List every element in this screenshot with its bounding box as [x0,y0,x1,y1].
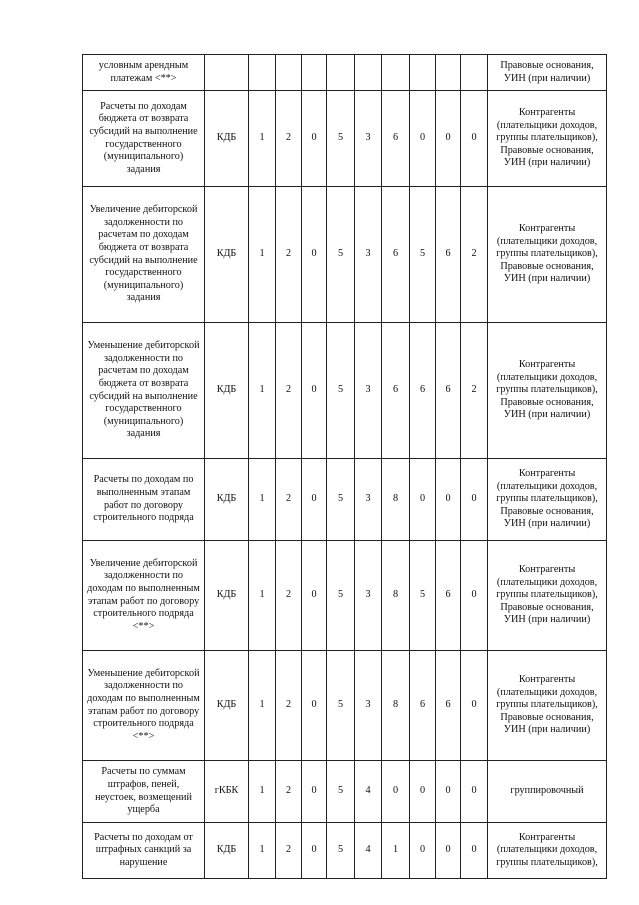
code-type-cell: гКБК [205,761,249,823]
account-digit-cell: 3 [355,541,382,651]
table-row [83,761,607,823]
account-digit-cell: 1 [249,761,276,823]
account-digit-cell: 0 [302,541,327,651]
table-row [83,55,607,91]
account-digit-cell: 0 [461,823,488,879]
account-digit-cell: 8 [382,541,410,651]
account-digit-cell: 3 [355,323,382,459]
account-digit-cell: 8 [382,459,410,541]
account-digit-cell: 6 [436,187,461,323]
accounts-table [82,54,607,879]
account-digit-cell: 2 [461,323,488,459]
account-name-cell: Увеличение дебиторской задолженности по расчетам по доходам бюджета от возврата субсидий на выполнение государственного (муниципального) задания [83,187,205,323]
account-digit-cell: 3 [355,459,382,541]
account-digit-cell: 5 [327,459,355,541]
account-digit-cell [355,55,382,91]
analytics-cell: Контрагенты (плательщики доходов, группы плательщиков), Правовые основания, УИН (при наличии) [488,91,607,187]
account-digit-cell: 6 [382,323,410,459]
account-digit-cell: 2 [276,91,302,187]
account-digit-cell [276,55,302,91]
account-digit-cell: 0 [302,91,327,187]
code-type-cell: КДБ [205,651,249,761]
account-name-cell: Расчеты по суммам штрафов, пеней, неустоек, возмещений ущерба [83,761,205,823]
account-digit-cell: 4 [355,823,382,879]
account-digit-cell: 1 [249,323,276,459]
account-digit-cell: 5 [327,187,355,323]
code-type-cell [205,55,249,91]
account-digit-cell: 2 [276,323,302,459]
code-type-cell: КДБ [205,823,249,879]
code-type-cell: КДБ [205,541,249,651]
account-digit-cell: 5 [327,323,355,459]
account-digit-cell [436,55,461,91]
account-digit-cell [302,55,327,91]
account-digit-cell: 1 [249,187,276,323]
account-digit-cell: 0 [436,761,461,823]
account-digit-cell: 1 [382,823,410,879]
account-digit-cell: 2 [276,823,302,879]
account-digit-cell: 3 [355,651,382,761]
account-digit-cell: 2 [276,187,302,323]
account-digit-cell: 3 [355,91,382,187]
analytics-cell: Контрагенты (плательщики доходов, группы плательщиков), Правовые основания, УИН (при наличии) [488,459,607,541]
account-digit-cell [410,55,436,91]
account-digit-cell: 2 [276,459,302,541]
account-name-cell: Увеличение дебиторской задолженности по доходам по выполненным этапам работ по договору строительного подряда <**> [83,541,205,651]
account-digit-cell: 2 [276,761,302,823]
account-name-cell: Расчеты по доходам от штрафных санкций за нарушение [83,823,205,879]
account-digit-cell: 0 [461,761,488,823]
account-digit-cell: 5 [327,541,355,651]
account-digit-cell: 1 [249,651,276,761]
account-digit-cell: 0 [461,541,488,651]
account-digit-cell: 6 [436,541,461,651]
account-digit-cell: 0 [302,651,327,761]
account-digit-cell: 0 [410,761,436,823]
account-digit-cell: 8 [382,651,410,761]
account-digit-cell: 5 [327,91,355,187]
account-digit-cell: 1 [249,91,276,187]
account-digit-cell: 0 [382,761,410,823]
account-name-cell: Уменьшение дебиторской задолженности по доходам по выполненным этапам работ по договору строительного подряда <**> [83,651,205,761]
account-digit-cell: 5 [327,823,355,879]
table-body [83,55,607,879]
table-row [83,459,607,541]
account-digit-cell: 1 [249,541,276,651]
account-name-cell: Уменьшение дебиторской задолженности по расчетам по доходам бюджета от возврата субсидий на выполнение государственного (муниципального) задания [83,323,205,459]
analytics-cell: Контрагенты (плательщики доходов, группы плательщиков), Правовые основания, УИН (при наличии) [488,323,607,459]
analytics-cell: Контрагенты (плательщики доходов, группы плательщиков), Правовые основания, УИН (при наличии) [488,187,607,323]
account-digit-cell: 5 [410,541,436,651]
analytics-cell: Правовые основания, УИН (при наличии) [488,55,607,91]
code-type-cell: КДБ [205,187,249,323]
code-type-cell: КДБ [205,91,249,187]
account-digit-cell: 0 [302,459,327,541]
account-digit-cell: 1 [249,823,276,879]
account-digit-cell: 2 [276,541,302,651]
account-digit-cell: 2 [276,651,302,761]
account-digit-cell: 5 [410,187,436,323]
account-name-cell: Расчеты по доходам бюджета от возврата субсидий на выполнение государственного (муниципального) задания [83,91,205,187]
account-digit-cell: 0 [461,459,488,541]
account-digit-cell: 3 [355,187,382,323]
account-digit-cell: 6 [436,323,461,459]
account-digit-cell: 1 [249,459,276,541]
account-digit-cell: 4 [355,761,382,823]
account-digit-cell: 6 [410,323,436,459]
account-digit-cell: 0 [302,323,327,459]
account-digit-cell: 0 [461,651,488,761]
account-digit-cell: 0 [461,91,488,187]
account-digit-cell: 0 [436,91,461,187]
account-digit-cell [461,55,488,91]
account-digit-cell: 0 [436,823,461,879]
analytics-cell: Контрагенты (плательщики доходов, группы плательщиков), Правовые основания, УИН (при наличии) [488,651,607,761]
code-type-cell: КДБ [205,459,249,541]
account-digit-cell: 0 [436,459,461,541]
account-digit-cell [327,55,355,91]
account-digit-cell: 0 [410,823,436,879]
analytics-cell: группировочный [488,761,607,823]
account-digit-cell: 6 [382,91,410,187]
account-digit-cell: 0 [410,459,436,541]
account-digit-cell: 5 [327,651,355,761]
table-row [83,323,607,459]
account-name-cell: условным арендным платежам <**> [83,55,205,91]
account-digit-cell: 6 [382,187,410,323]
account-digit-cell: 0 [302,823,327,879]
analytics-cell: Контрагенты (плательщики доходов, группы плательщиков), [488,823,607,879]
table-row [83,187,607,323]
table-row [83,651,607,761]
account-digit-cell [249,55,276,91]
account-digit-cell [382,55,410,91]
account-digit-cell: 0 [410,91,436,187]
code-type-cell: КДБ [205,323,249,459]
table-row [83,823,607,879]
account-digit-cell: 6 [436,651,461,761]
account-digit-cell: 0 [302,761,327,823]
account-digit-cell: 6 [410,651,436,761]
account-digit-cell: 5 [327,761,355,823]
account-digit-cell: 0 [302,187,327,323]
analytics-cell: Контрагенты (плательщики доходов, группы плательщиков), Правовые основания, УИН (при наличии) [488,541,607,651]
table-row [83,541,607,651]
account-name-cell: Расчеты по доходам по выполненным этапам работ по договору строительного подряда [83,459,205,541]
account-digit-cell: 2 [461,187,488,323]
table-row [83,91,607,187]
